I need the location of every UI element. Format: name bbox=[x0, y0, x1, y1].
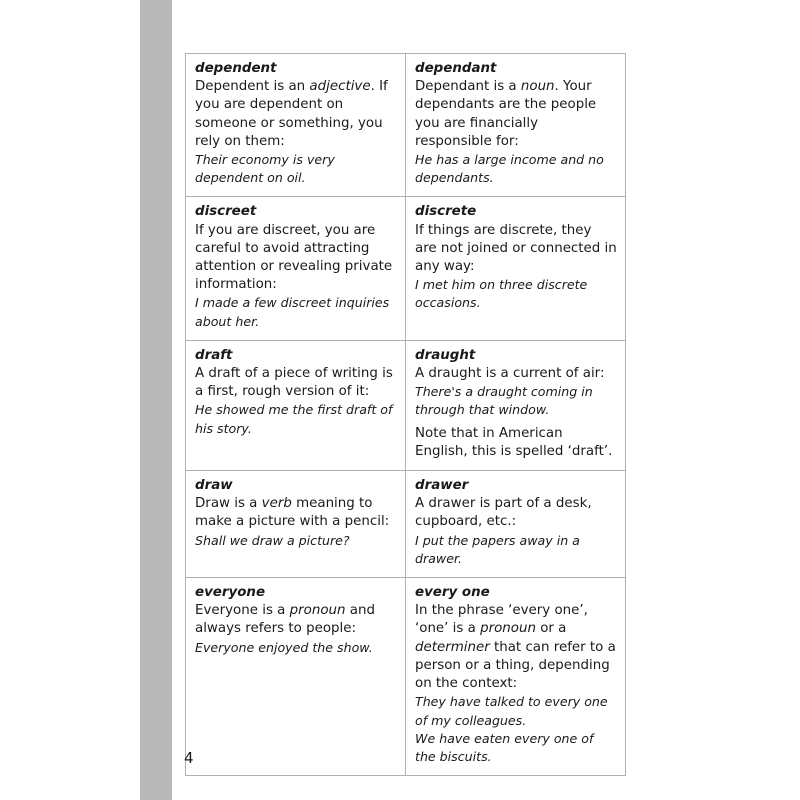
example-sentence: I made a few discreet inquiries about her. bbox=[195, 295, 390, 329]
example-sentence: We have eaten every one of the biscuits. bbox=[415, 730, 594, 764]
word-entry-cell bbox=[406, 578, 626, 776]
word-class-term: verb bbox=[261, 496, 292, 512]
headword: draft bbox=[195, 347, 233, 363]
definition-text: or a bbox=[535, 621, 567, 637]
definition bbox=[195, 222, 397, 295]
definition-text: A draft of a piece of writing is a first, rough version of it: bbox=[195, 366, 393, 400]
definition bbox=[195, 365, 397, 401]
word-entry-cell bbox=[186, 578, 406, 776]
headword: dependent bbox=[195, 61, 277, 76]
definition-text: meaning to make a picture with a pencil: bbox=[195, 496, 390, 530]
table-row bbox=[186, 197, 626, 340]
definition bbox=[415, 495, 617, 531]
headword: discrete bbox=[415, 204, 477, 220]
example-sentence: They have talked to every one of my colleagues. bbox=[415, 694, 608, 728]
word-entry-cell bbox=[186, 54, 406, 197]
definition-text: Dependant is a bbox=[415, 79, 521, 95]
word-class-term: adjective bbox=[309, 79, 371, 95]
example-sentence: He showed me the first draft of his story. bbox=[195, 402, 393, 436]
usage-note: Note that in American English, this is spelled ‘draft’. bbox=[415, 425, 613, 459]
word-entry-cell bbox=[406, 197, 626, 340]
page-number: 4 bbox=[184, 749, 194, 767]
definition bbox=[415, 365, 617, 383]
word-entry-cell bbox=[406, 340, 626, 470]
example-sentence: Shall we draw a picture? bbox=[195, 532, 350, 548]
word-class-term: pronoun bbox=[289, 603, 346, 619]
word-entry-cell bbox=[186, 340, 406, 470]
example-sentence: Everyone enjoyed the show. bbox=[195, 639, 373, 655]
example-sentence: He has a large income and no dependants. bbox=[415, 152, 604, 186]
definition-text: Everyone is a bbox=[195, 603, 290, 619]
definition-text: Dependent is an bbox=[195, 79, 310, 95]
definition-text: and always refers to people: bbox=[195, 603, 375, 637]
definition bbox=[415, 222, 617, 277]
definition-text: In the phrase ‘every one’, ‘one’ is a bbox=[415, 603, 588, 637]
headword: dependant bbox=[415, 61, 497, 76]
headword: drawer bbox=[415, 478, 469, 494]
headword: discreet bbox=[195, 204, 257, 220]
definition bbox=[195, 78, 397, 151]
headword: everyone bbox=[195, 585, 266, 601]
table-row bbox=[186, 471, 626, 578]
definition-text: A draught is a current of air: bbox=[415, 366, 605, 382]
definition bbox=[415, 78, 617, 151]
confusable-words-table bbox=[185, 53, 626, 776]
example-sentence: Their economy is very dependent on oil. bbox=[195, 152, 335, 186]
definition-text: Draw is a bbox=[195, 496, 262, 512]
word-class-term: determiner bbox=[415, 639, 490, 655]
definition-text: A drawer is part of a desk, cupboard, etc.: bbox=[415, 496, 592, 530]
word-class-term: pronoun bbox=[480, 621, 536, 637]
definition bbox=[195, 602, 397, 638]
word-entry-cell bbox=[406, 471, 626, 578]
table-body bbox=[186, 54, 626, 776]
example-sentence: I met him on three discrete occasions. bbox=[415, 277, 588, 311]
word-entry-cell bbox=[406, 54, 626, 197]
headword: draw bbox=[195, 478, 233, 494]
word-entry-cell bbox=[186, 471, 406, 578]
example-sentence: I put the papers away in a drawer. bbox=[415, 532, 580, 566]
word-class-term: noun bbox=[520, 79, 555, 95]
definition-text: . Your dependants are the people you are financially responsible for: bbox=[415, 79, 597, 149]
table-row bbox=[186, 578, 626, 776]
table-row bbox=[186, 340, 626, 470]
headword: draught bbox=[415, 347, 476, 363]
word-entry-cell bbox=[186, 197, 406, 340]
table-row bbox=[186, 54, 626, 197]
definition-text: If you are discreet, you are careful to avoid attracting attention or revealing private information: bbox=[195, 222, 393, 293]
definition-text: that can refer to a person or a thing, depending on the context: bbox=[415, 639, 616, 692]
definition bbox=[415, 602, 617, 693]
definition-text: If things are discrete, they are not joined or connected in any way: bbox=[415, 222, 617, 275]
example-sentence: There's a draught coming in through that window. bbox=[415, 384, 593, 418]
page-margin-bar bbox=[140, 0, 172, 800]
definition bbox=[195, 495, 397, 531]
definition-text: . If you are dependent on someone or something, you rely on them: bbox=[195, 79, 388, 149]
headword: every one bbox=[415, 585, 490, 601]
